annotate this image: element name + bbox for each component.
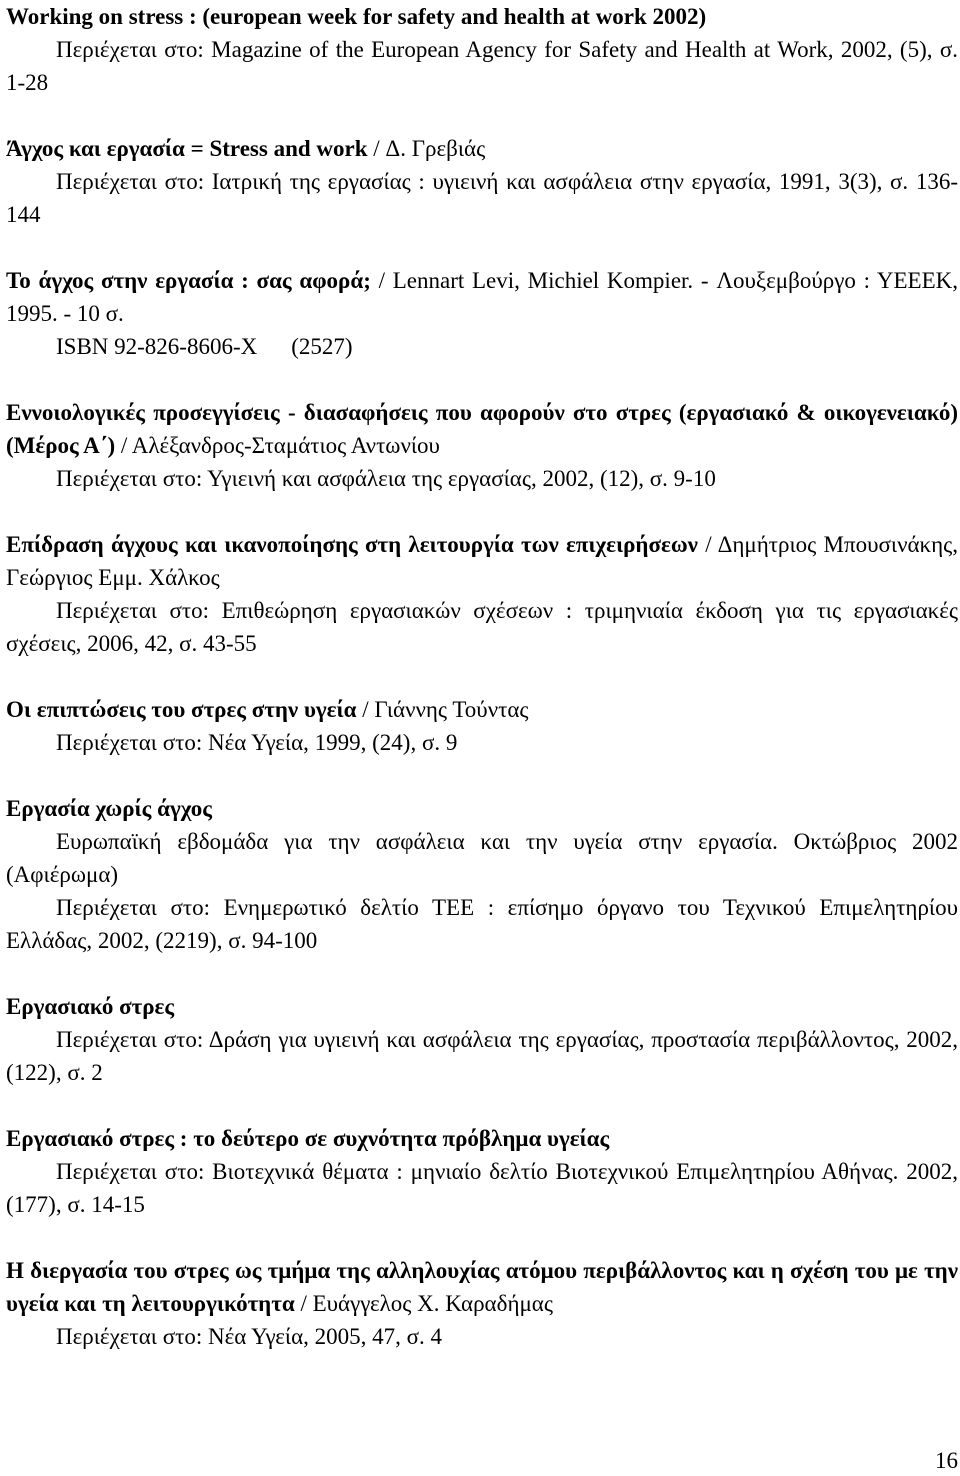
entry-title: Εννοιολογικές προσεγγίσεις - διασαφήσεις που αφορούν στο στρες (εργασιακό & οικογενειακό) (Μέρος Α΄) — [6, 400, 958, 458]
entry-isbn: ISBN 92-826-8606-X — [56, 334, 258, 359]
entry-source: Περιέχεται στο: Νέα Υγεία, 2005, 47, σ. 4 — [56, 1324, 443, 1349]
bibliography-entry — [6, 1122, 958, 1221]
entry-heading — [6, 0, 958, 33]
entry-heading — [6, 792, 958, 825]
entry-isbn-line — [6, 330, 958, 363]
entry-heading — [6, 132, 958, 165]
entry-author: / Ευάγγελος Χ. Καραδήμας — [294, 1291, 553, 1316]
bibliography-page — [6, 0, 958, 1386]
entry-heading — [6, 264, 958, 330]
entry-author: / Γιάννης Τούντας — [356, 697, 529, 722]
entry-title: Εργασιακό στρες — [6, 994, 175, 1019]
entry-title: Εργασιακό στρες : το δεύτερο σε συχνότητα πρόβλημα υγείας — [6, 1126, 610, 1151]
entry-source: Περιέχεται στο: Νέα Υγεία, 1999, (24), σ. 9 — [56, 730, 458, 755]
entry-source: Περιέχεται στο: Magazine of the European Agency for Safety and Health at Work, 2002, (5), σ. 1-28 — [6, 37, 958, 95]
entry-author: / Δ. Γρεβιάς — [367, 136, 486, 161]
entry-source: Περιέχεται στο: Βιοτεχνικά θέματα : μηνιαίο δελτίο Βιοτεχνικού Επιμελητηρίου Αθήνας. 2002, (177), σ. 14-15 — [6, 1159, 958, 1217]
entry-title: Εργασία χωρίς άγχος — [6, 796, 212, 821]
bibliography-entry — [6, 132, 958, 231]
entry-heading — [6, 396, 958, 462]
entry-author: / Δημήτριος Μπουσινάκης, Γεώργιος Εμμ. Χάλκος — [6, 532, 959, 590]
entry-title: Επίδραση άγχους και ικανοποίησης στη λειτουργία των επιχειρήσεων — [6, 532, 698, 557]
entry-heading — [6, 1122, 958, 1155]
entry-code: (2527) — [291, 334, 353, 359]
bibliography-entry — [6, 693, 958, 759]
bibliography-entry — [6, 990, 958, 1089]
entry-subtitle: Ευρωπαϊκή εβδομάδα για την ασφάλεια και την υγεία στην εργασία. Οκτώβριος 2002 (Αφιέρωμα) — [6, 829, 958, 887]
entry-source: Περιέχεται στο: Επιθεώρηση εργασιακών σχέσεων : τριμηνιαία έκδοση για τις εργασιακές σχέσεις, 2006, 42, σ. 43-55 — [6, 598, 958, 656]
entry-source: Περιέχεται στο: Ενημερωτικό δελτίο ΤΕΕ : επίσημο όργανο του Τεχνικού Επιμελητηρίου Ελλάδας, 2002, (2219), σ. 94-100 — [6, 895, 958, 953]
bibliography-entry — [6, 1254, 958, 1353]
bibliography-entry — [6, 528, 958, 660]
bibliography-entry — [6, 792, 958, 957]
entry-author: / Lennart Levi, Michiel Kompier. - Λουξεμβούργο : ΥΕΕΕΚ, 1995. - 10 σ. — [6, 268, 959, 326]
entry-title: Οι επιπτώσεις του στρες στην υγεία — [6, 697, 357, 722]
entry-heading — [6, 990, 958, 1023]
entry-title: Η διεργασία του στρες ως τμήμα της αλληλουχίας ατόμου περιβάλλοντος και η σχέση του με την υγεία και τη λειτουργικότητα — [6, 1258, 958, 1316]
entry-author: / Αλέξανδρος-Σταμάτιος Αντωνίου — [115, 433, 440, 458]
bibliography-entry — [6, 0, 958, 99]
bibliography-entry — [6, 396, 958, 495]
entry-heading — [6, 1254, 958, 1320]
entry-source: Περιέχεται στο: Υγιεινή και ασφάλεια της εργασίας, 2002, (12), σ. 9-10 — [56, 466, 716, 491]
entry-heading — [6, 693, 958, 726]
entry-source: Περιέχεται στο: Δράση για υγιεινή και ασφάλεια της εργασίας, προστασία περιβάλλοντος, 2002, (122), σ. 2 — [6, 1027, 958, 1085]
bibliography-entry — [6, 264, 958, 363]
entry-source: Περιέχεται στο: Ιατρική της εργασίας : υγιεινή και ασφάλεια στην εργασία, 1991, 3(3), σ. 136-144 — [6, 169, 958, 227]
entry-title: Το άγχος στην εργασία : σας αφορά; — [6, 268, 371, 293]
entry-heading — [6, 528, 958, 594]
page-number: 16 — [935, 1448, 958, 1473]
entry-title: Άγχος και εργασία = Stress and work — [6, 136, 368, 161]
entry-title: Working on stress : (european week for safety and health at work 2002) — [6, 4, 707, 29]
